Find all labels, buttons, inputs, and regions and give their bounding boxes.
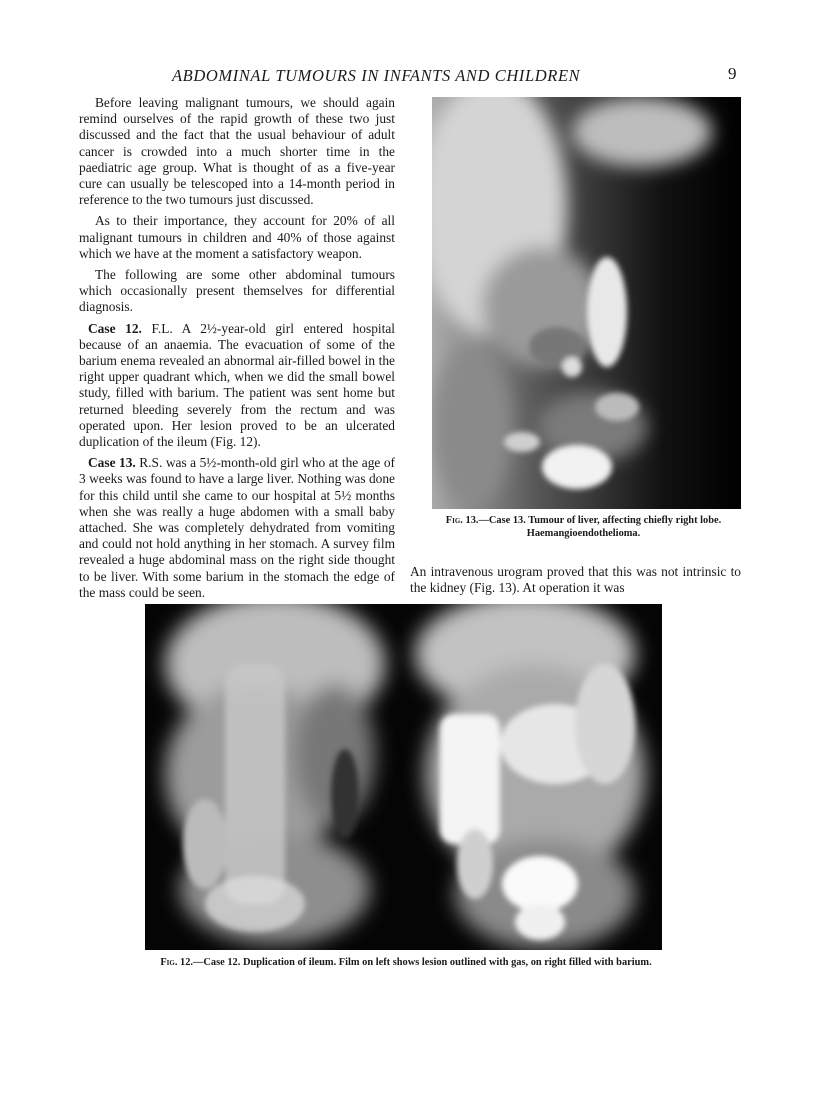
case-13-paragraph xyxy=(79,455,395,601)
case-13-label: Case 13. xyxy=(88,455,136,471)
case-13-text: R.S. was a 5½-month-old girl who at the age of 3 weeks was found to have a large liver. Nothing was done for this child until she came to our hospital at 5½ months when she was really a huge abdomen with a small baby attached. She was completely dehydrated from vomiting and could not hold anything in her stomach. A survey film revealed a huge abdominal mass on the right side thought to be liver. With some barium in the stomach the edge of the mass could be seen. xyxy=(79,455,395,600)
right-column-text xyxy=(410,564,741,596)
case-12-text: F.L. A 2½-year-old girl entered hospital because of an anaemia. The evacuation of some of the barium enema revealed an abnormal air-filled bowel in the right upper quadrant which, when we did the small bowel study, filled with barium. The patient was sent home but returned bleeding severely from the rectum and was operated upon. Her lesion proved to be an ulcerated duplication of the ileum (Fig. 12). xyxy=(79,320,395,450)
continuation-paragraph: An intravenous urogram proved that this was not intrinsic to the kidney (Fig. 13). At operation it was xyxy=(410,564,741,596)
figure-12-radiographs xyxy=(145,604,662,950)
running-title: ABDOMINAL TUMOURS IN INFANTS AND CHILDREN xyxy=(172,66,581,85)
figure-13-label: Fig. 13. xyxy=(445,515,479,526)
figure-13-radiograph xyxy=(432,97,741,509)
figure-12-caption xyxy=(138,957,674,970)
paragraph-1: Before leaving malignant tumours, we should again remind ourselves of the rapid growth of these two just discussed and the fact that the usual behaviour of adult cancer is crowded into a much shorter time in the paediatric age group. What is thought of as a five-year cure can usually be telescoped into a 14-month period in reference to the two tumours just discussed. xyxy=(79,95,395,208)
paragraph-3: The following are some other abdominal tumours which occasionally present themselves for differential diagnosis. xyxy=(79,267,395,315)
figure-13-caption xyxy=(411,515,756,540)
page-number: 9 xyxy=(728,64,737,83)
case-12-paragraph xyxy=(79,321,395,451)
paragraph-2: As to their importance, they account for 20% of all malignant tumours in children and 40% of those against which we have at the moment a satisfactory weapon. xyxy=(79,213,395,261)
figure-12-caption-text: —Case 12. Duplication of ileum. Film on left shows lesion outlined with gas, on right filled with barium. xyxy=(193,957,652,968)
left-column xyxy=(79,95,395,606)
case-12-label: Case 12. xyxy=(88,320,142,336)
figure-12-label: Fig. 12. xyxy=(160,957,194,968)
figure-13-caption-text: —Case 13. Tumour of liver, affecting chiefly right lobe. Haemangioendothelioma. xyxy=(478,515,722,539)
